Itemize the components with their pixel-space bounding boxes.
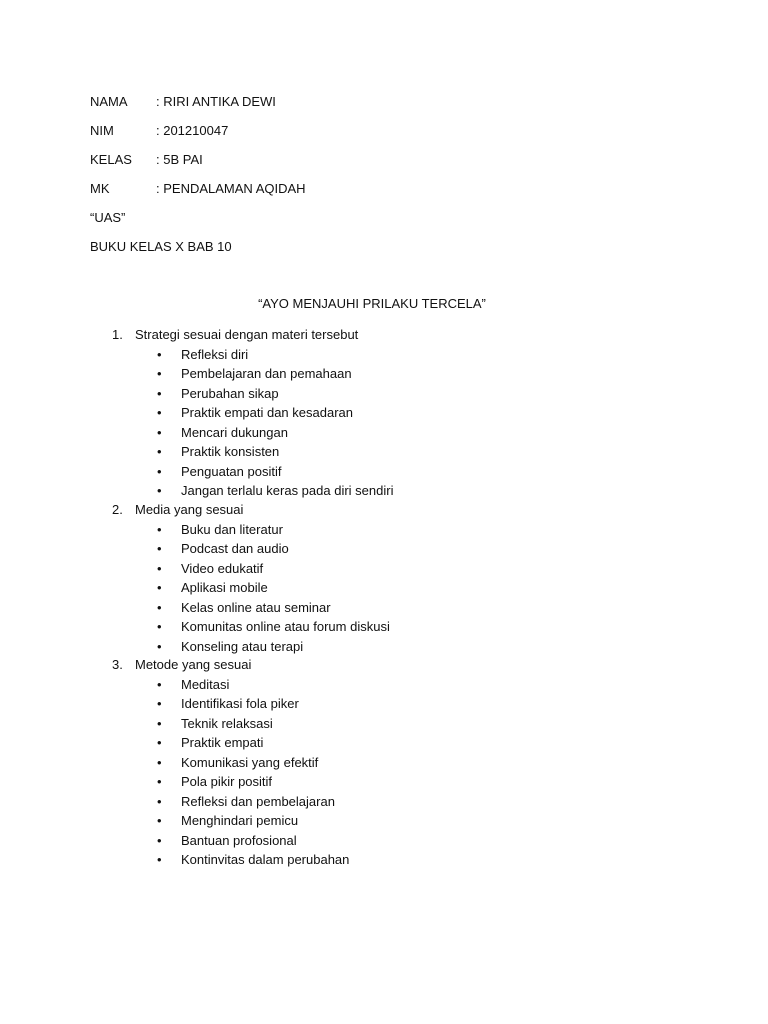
book-reference: BUKU KELAS X BAB 10 — [90, 239, 232, 254]
list-item: • Podcast dan audio — [112, 539, 732, 559]
list-item: • Refleksi diri — [112, 345, 732, 365]
section-heading — [112, 325, 732, 345]
section-heading — [112, 500, 732, 520]
info-row-mk — [90, 180, 306, 198]
list-item: • Komunitas online atau forum diskusi — [112, 617, 732, 637]
info-label-kelas: KELAS — [90, 152, 132, 167]
section-number: 1. — [112, 327, 123, 342]
list-item: • Jangan terlalu keras pada diri sendiri — [112, 481, 732, 501]
section-heading-text: Strategi sesuai dengan materi tersebut — [135, 327, 359, 342]
info-label-mk: MK — [90, 181, 110, 196]
section-heading-text: Media yang sesuai — [135, 502, 244, 517]
list-item: • Penguatan positif — [112, 462, 732, 482]
section-number: 3. — [112, 657, 123, 672]
list-item: • Praktik konsisten — [112, 442, 732, 462]
list-item: • Praktik empati dan kesadaran — [112, 403, 732, 423]
list-item: • Menghindari pemicu — [112, 811, 732, 831]
info-value-nama: : RIRI ANTIKA DEWI — [156, 94, 276, 109]
bullet-list — [112, 675, 732, 870]
section-heading-text: Metode yang sesuai — [135, 657, 252, 672]
list-item: • Aplikasi mobile — [112, 578, 732, 598]
section-strategi — [112, 325, 732, 501]
list-item: • Buku dan literatur — [112, 520, 732, 540]
list-item: • Pembelajaran dan pemahaan — [112, 364, 732, 384]
list-item: • Kontinvitas dalam perubahan — [112, 850, 732, 870]
section-number: 2. — [112, 502, 123, 517]
info-value-kelas: : 5B PAI — [156, 152, 203, 167]
list-item: • Komunikasi yang efektif — [112, 753, 732, 773]
list-item: • Video edukatif — [112, 559, 732, 579]
list-item: • Bantuan profosional — [112, 831, 732, 851]
list-item: • Mencari dukungan — [112, 423, 732, 443]
bullet-list — [112, 345, 732, 501]
section-metode — [112, 655, 732, 870]
info-row-kelas — [90, 151, 203, 169]
info-row-nim — [90, 122, 228, 140]
section-heading — [112, 655, 732, 675]
list-item: • Konseling atau terapi — [112, 637, 732, 657]
info-value-mk: : PENDALAMAN AQIDAH — [156, 181, 306, 196]
info-row-nama — [90, 93, 276, 111]
list-item: • Pola pikir positif — [112, 772, 732, 792]
list-item: • Meditasi — [112, 675, 732, 695]
document-title: “AYO MENJAUHI PRILAKU TERCELA” — [258, 296, 486, 311]
info-label-nama: NAMA — [90, 94, 128, 109]
info-label-nim: NIM — [90, 123, 114, 138]
list-item: • Refleksi dan pembelajaran — [112, 792, 732, 812]
section-media — [112, 500, 732, 656]
uas-label: “UAS” — [90, 210, 126, 225]
info-value-nim: : 201210047 — [156, 123, 229, 138]
list-item: • Identifikasi fola piker — [112, 694, 732, 714]
list-item: • Teknik relaksasi — [112, 714, 732, 734]
list-item: • Perubahan sikap — [112, 384, 732, 404]
list-item: • Praktik empati — [112, 733, 732, 753]
bullet-list — [112, 520, 732, 657]
list-item: • Kelas online atau seminar — [112, 598, 732, 618]
